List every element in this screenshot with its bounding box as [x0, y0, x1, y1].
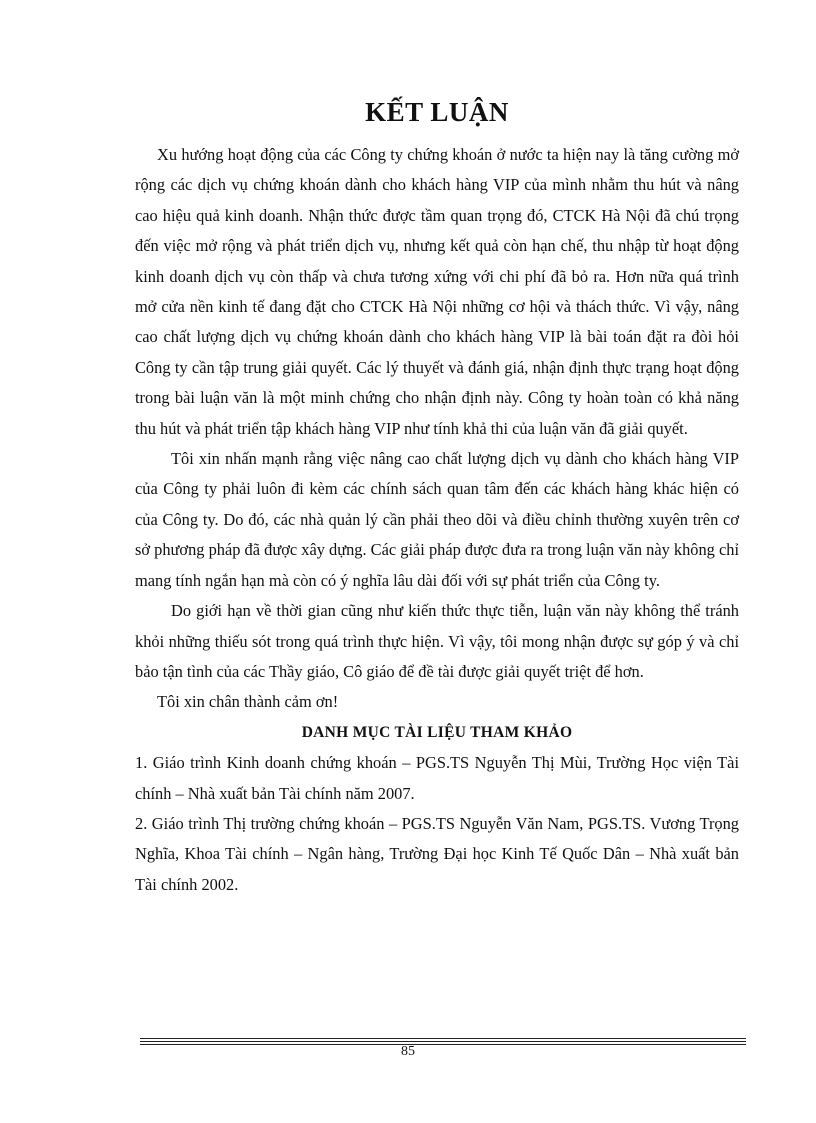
- paragraph-1: Xu hướng hoạt động của các Công ty chứng khoán ở nước ta hiện nay là tăng cường mở rộng các dịch vụ chứng khoán dành cho khách hàng VIP của mình nhằm thu hút và nâng cao hiệu quả kinh doanh. Nhận thức được tầm quan trọng đó, CTCK Hà Nội đã chú trọng đến việc mở rộng và phát triển dịch vụ, nhưng kết quả còn hạn chế, thu nhập từ hoạt động kinh doanh dịch vụ còn thấp và chưa tương xứng với chi phí đã bỏ ra. Hơn nữa quá trình mở cửa nền kinh tế đang đặt cho CTCK Hà Nội những cơ hội và thách thức. Vì vậy, nâng cao chất lượng dịch vụ chứng khoán dành cho khách hàng VIP là bài toán đặt ra đòi hỏi Công ty cần tập trung giải quyết. Các lý thuyết và đánh giá, nhận định thực trạng hoạt động trong bài luận văn là một minh chứng cho nhận định này. Công ty hoàn toàn có khả năng thu hút và phát triển tập khách hàng VIP như tính khả thi của luận văn đã giải quyết.: [135, 145, 739, 438]
- reference-item-1: 1. Giáo trình Kinh doanh chứng khoán – PGS.TS Nguyễn Thị Mùi, Trường Học viện Tài chính – Nhà xuất bản Tài chính năm 2007.: [135, 753, 739, 803]
- references-title: DANH MỤC TÀI LIỆU THAM KHẢO: [301, 723, 573, 741]
- document-page: [135, 92, 739, 900]
- paragraph-3: Do giới hạn về thời gian cũng như kiến thức thực tiễn, luận văn này không thể tránh khỏi những thiếu sót trong quá trình thực hiện. Vì vậy, tôi mong nhận được sự góp ý và chỉ bảo tận tình của các Thầy giáo, Cô giáo để đề tài được giải quyết triệt để hơn.: [135, 601, 739, 681]
- paragraph-2: Tôi xin nhấn mạnh rằng việc nâng cao chất lượng dịch vụ dành cho khách hàng VIP của Công ty phải luôn đi kèm các chính sách quan tâm đến các khách hàng khác hiện có của Công ty. Do đó, các nhà quản lý cần phải theo dõi và điều chỉnh thường xuyên trên cơ sở phương pháp đã được xây dựng. Các giải pháp được đưa ra trong luận văn này không chỉ mang tính ngắn hạn mà còn có ý nghĩa lâu dài đối với sự phát triển của Công ty.: [135, 449, 739, 590]
- reference-item-2: 2. Giáo trình Thị trường chứng khoán – PGS.TS Nguyễn Văn Nam, PGS.TS. Vương Trọng Nghĩa, Khoa Tài chính – Ngân hàng, Trường Đại học Kinh Tế Quốc Dân – Nhà xuất bản Tài chính 2002.: [135, 813, 739, 894]
- page-number: 85: [401, 1044, 415, 1059]
- page-title: KẾT LUẬN: [365, 97, 509, 127]
- thanks-line: Tôi xin chân thành cảm ơn!: [157, 692, 339, 712]
